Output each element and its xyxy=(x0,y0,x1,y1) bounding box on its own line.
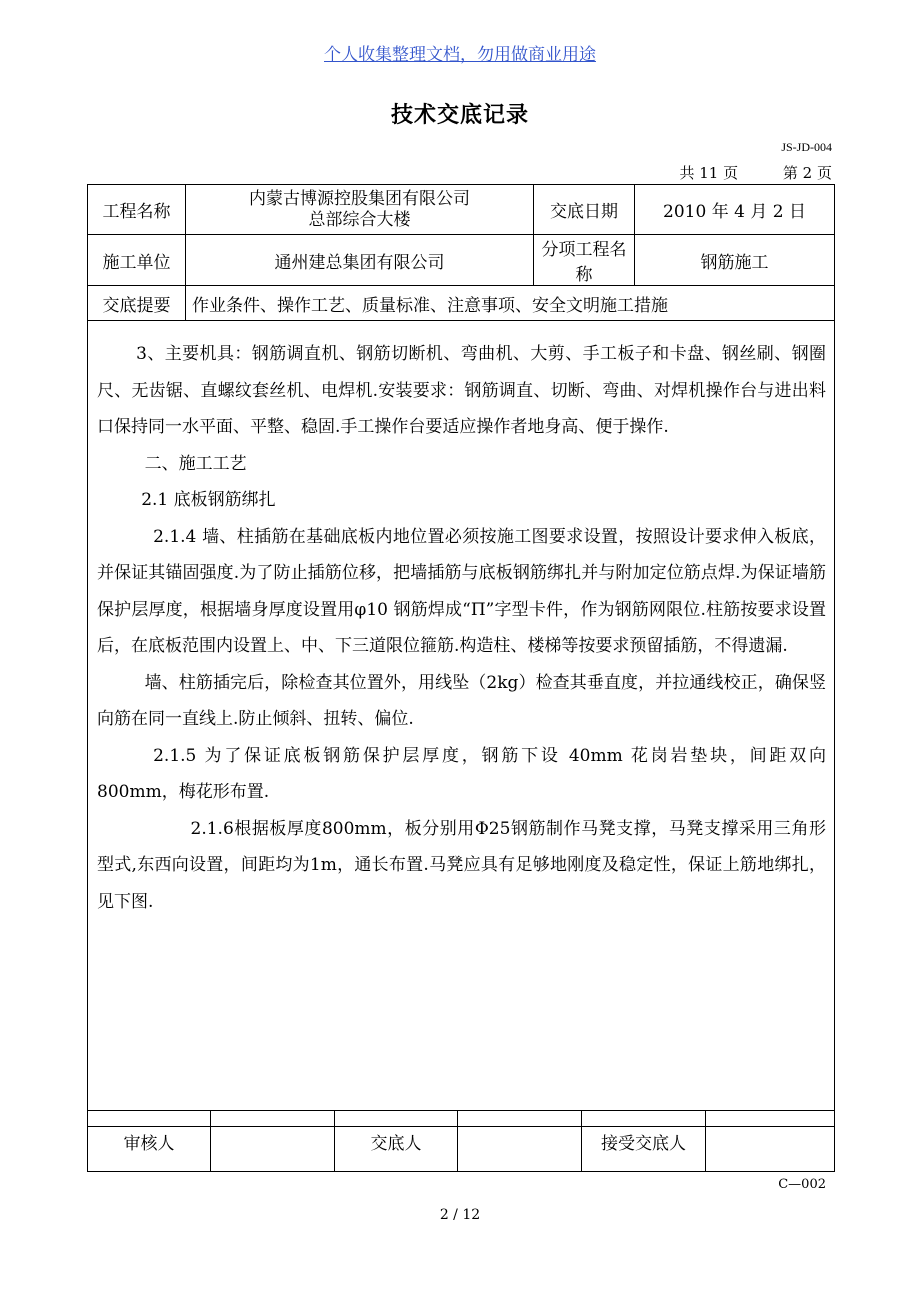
disclosure-record-table xyxy=(87,184,835,1127)
footer-code: C—002 xyxy=(778,1177,826,1192)
discloser-label: 交底人 xyxy=(335,1111,458,1172)
document-title: 技术交底记录 xyxy=(390,102,529,128)
receiver-value xyxy=(706,1111,835,1172)
signature-table xyxy=(87,1110,835,1172)
summary-value: 作业条件、操作工艺、质量标准、注意事项、安全文明施工措施 xyxy=(186,286,835,321)
paragraph-tools: 3、主要机具：钢筋调直机、钢筋切断机、弯曲机、大剪、手工板子和卡盘、钢丝刷、钢圈尺、无齿锯、直螺纹套丝机、电焊机.安装要求：钢筋调直、切断、弯曲、对焊机操作台与进出料口保持同一水平面、平整、稳固.手工操作台要适应操作者地身高、便于操作. xyxy=(97,344,826,437)
project-name-line2: 总部综合大楼 xyxy=(308,209,411,230)
page-current: 第 2 页 xyxy=(782,164,832,182)
paragraph-2-1-6: 2.1.6根据板厚度800mm，板分别用Φ25钢筋制作马凳支撑，马凳支撑采用三角形型式,东西向设置，间距均为1m，通长布置.马凳应具有足够地刚度及稳定性，保证上筋地绑扎，见下图. xyxy=(97,818,826,912)
date-value: 2010 年 4 月 2 日 xyxy=(635,185,835,235)
header-note: 个人收集整理文档，勿用做商业用途 xyxy=(324,45,596,65)
paragraph-2-1-5: 2.1.5 为了保证底板钢筋保护层厚度，钢筋下设 40mm 花岗岩垫块，间距双向 800mm，梅花形布置. xyxy=(97,745,826,802)
paragraph-wall-column: 墙、柱筋插完后，除检查其位置外，用线坠（2kg）检查其垂直度，并拉通线校正，确保竖向筋在同一直线上.防止倾斜、扭转、偏位. xyxy=(97,672,826,729)
company-label: 施工单位 xyxy=(88,235,186,286)
receiver-label: 接受交底人 xyxy=(582,1111,706,1172)
subitem-value: 钢筋施工 xyxy=(635,235,835,286)
project-name-line1: 内蒙古博源控股集团有限公司 xyxy=(249,188,470,209)
document-code: JS-JD-004 xyxy=(781,140,832,154)
page-info xyxy=(640,162,833,183)
section-heading: 二、施工工艺 xyxy=(144,453,247,474)
summary-label: 交底提要 xyxy=(88,286,186,321)
reviewer-label: 审核人 xyxy=(88,1111,211,1172)
project-name xyxy=(186,185,534,235)
reviewer-value xyxy=(211,1111,335,1172)
content-body xyxy=(88,321,834,920)
company-value: 通州建总集团有限公司 xyxy=(186,235,534,286)
project-label: 工程名称 xyxy=(88,185,186,235)
page-total: 共 11 页 xyxy=(679,164,739,182)
subsection-heading: 2.1 底板钢筋绑扎 xyxy=(141,490,276,510)
page-number: 2 / 12 xyxy=(439,1207,481,1223)
content-cell xyxy=(88,321,835,1127)
paragraph-2-1-4: 2.1.4 墙、柱插筋在基础底板内地位置必须按施工图要求设置，按照设计要求伸入板底，并保证其锚固强度.为了防止插筋位移，把墙插筋与底板钢筋绑扎并与附加定位筋点焊.为保证墙筋保护层厚度，根据墙身厚度设置用φ10 钢筋焊成“П”字型卡件，作为钢筋网限位.柱筋按要求设置后，在底板范围内设置上、中、下三道限位箍筋.构造柱、楼梯等按要求预留插筋，不得遗漏. xyxy=(97,526,826,656)
date-label: 交底日期 xyxy=(534,185,635,235)
subitem-label: 分项工程名称 xyxy=(534,235,635,286)
discloser-value xyxy=(458,1111,582,1172)
